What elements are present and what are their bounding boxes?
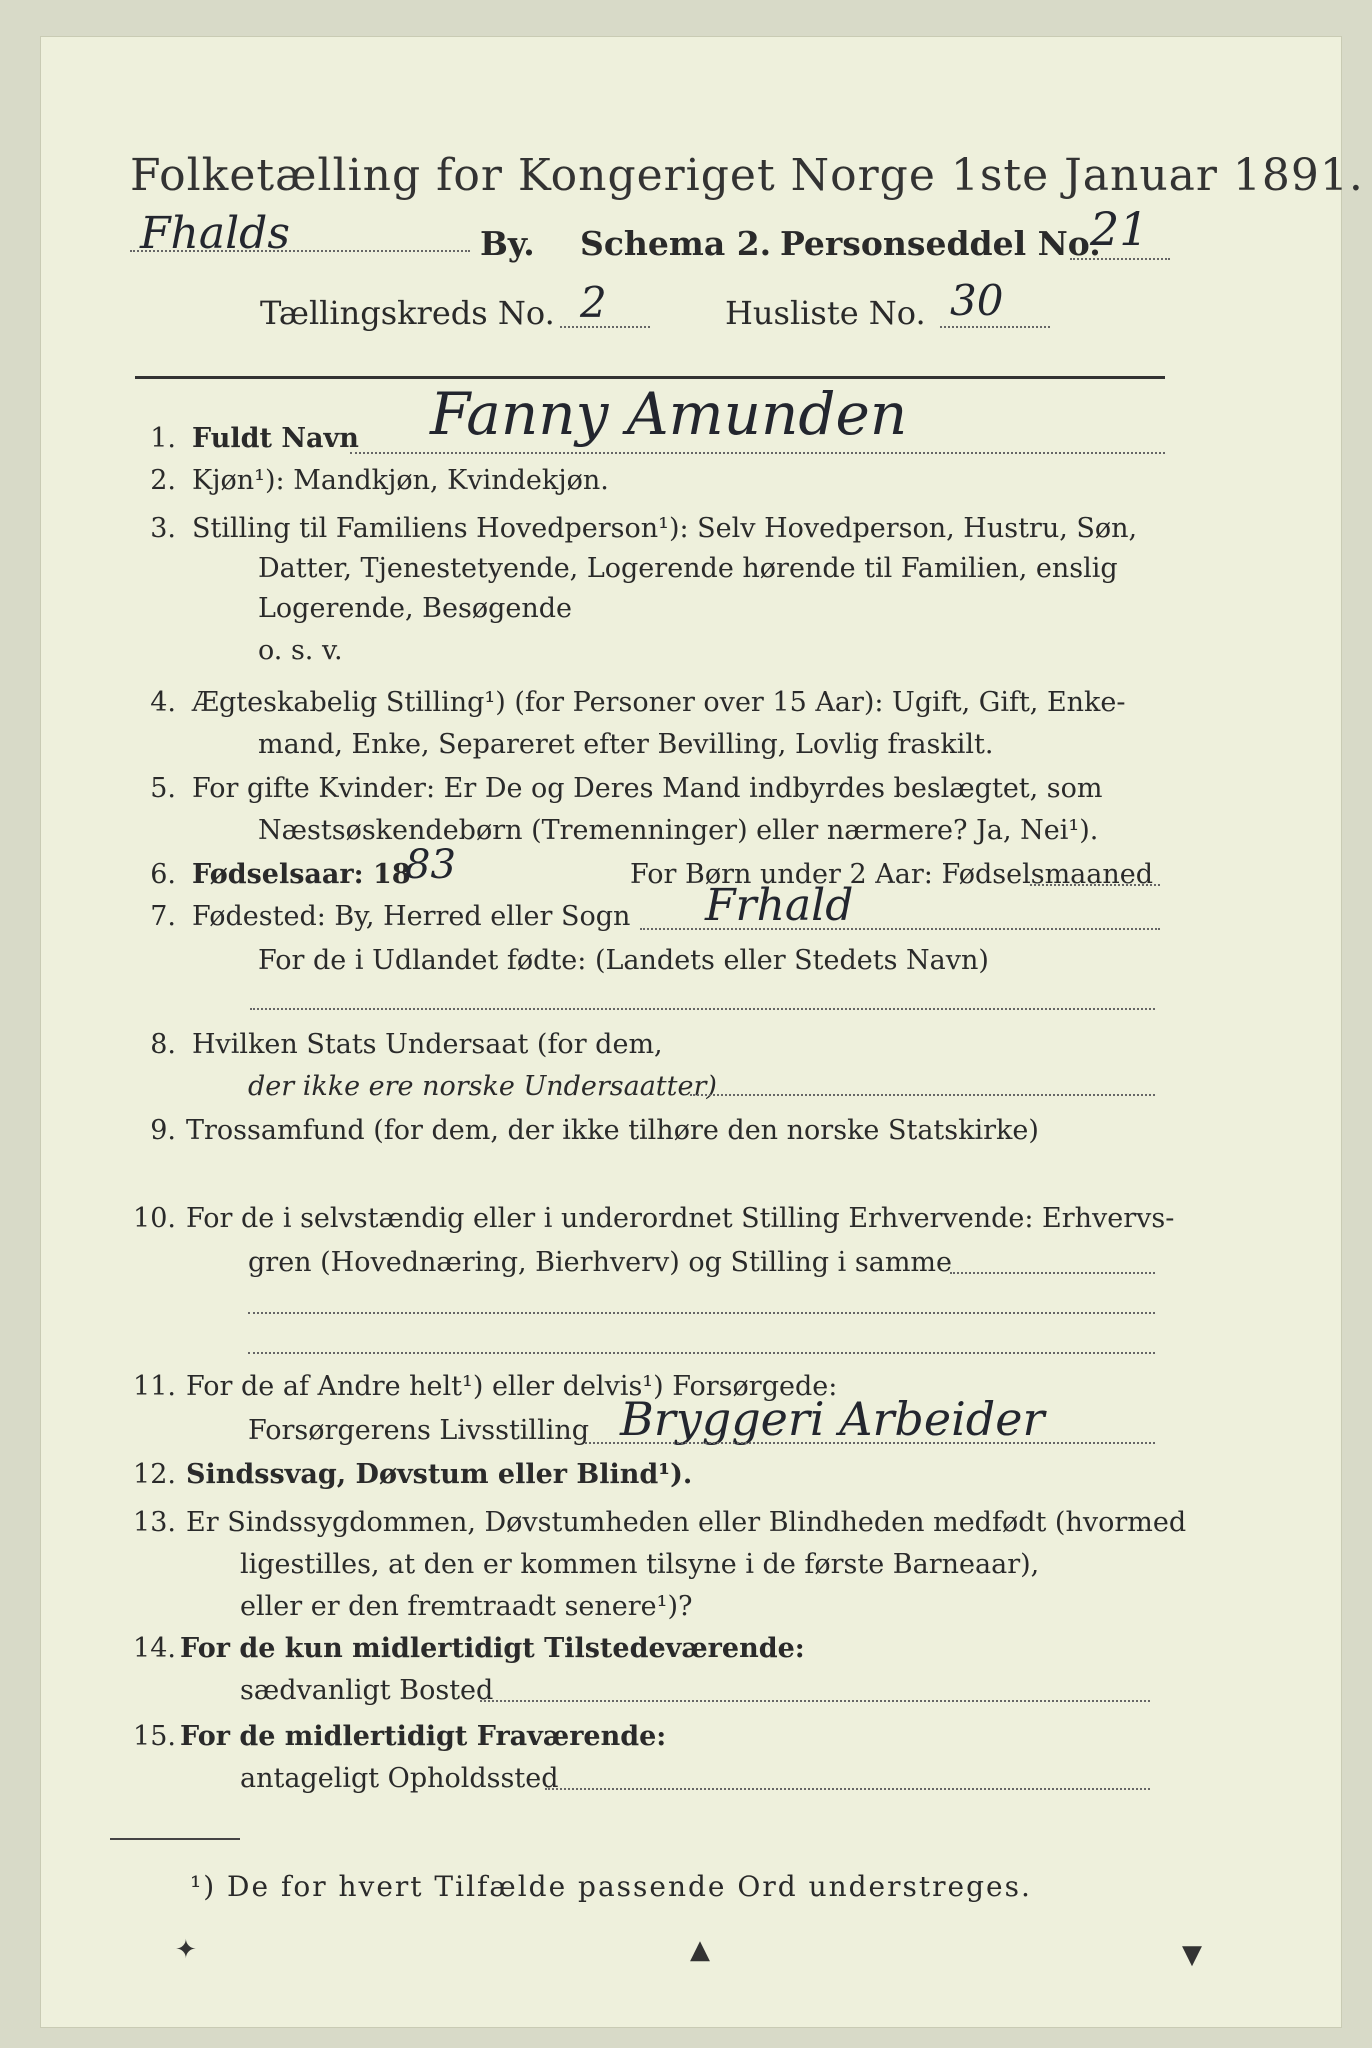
footnote: ¹) De for hvert Tilfælde passende Ord understreges. [190, 1870, 1032, 1903]
item-number: 4. [150, 687, 176, 718]
item-label: Fuldt Navn [192, 423, 359, 454]
header-city-row [130, 202, 1180, 272]
item-number: 8. [150, 1029, 176, 1060]
item-text: mand, Enke, Separeret efter Bevilling, Lovlig fraskilt. [258, 729, 994, 760]
name-dots [350, 452, 1165, 454]
kreds-dots [560, 326, 650, 328]
item-text: antageligt Opholdssted [240, 1763, 559, 1794]
city-handwritten: Fhalds [140, 208, 290, 259]
item-text: Sindssvag, Døvstum eller Blind¹). [186, 1459, 693, 1490]
personseddel-label: Personseddel No. [780, 224, 1101, 263]
item-text: Næstsøskendebørn (Tremenninger) eller nærmere? Ja, Nei¹). [258, 815, 1099, 846]
usual-residence-dots [480, 1700, 1150, 1702]
by-label: By. [480, 224, 535, 263]
item-number: 14. [133, 1633, 176, 1664]
item-text: For de kun midlertidigt Tilstedeværende: [180, 1633, 805, 1664]
item-number: 10. [133, 1203, 176, 1234]
item-number: 2. [150, 465, 176, 496]
husliste-dots [940, 326, 1050, 328]
item-text: Trossamfund (for dem, der ikke tilhøre den norske Statskirke) [186, 1115, 1039, 1146]
city-dots [130, 250, 470, 252]
item-number: 3. [150, 513, 176, 544]
husliste-label: Husliste No. [725, 294, 926, 332]
item-label: Fødested: By, Herred eller Sogn [192, 901, 631, 932]
schema-label: Schema 2. [580, 224, 772, 263]
header-divider [135, 376, 1165, 379]
item-number: 12. [133, 1459, 176, 1490]
item-text: Forsørgerens Livsstilling [248, 1415, 590, 1446]
item-text: der ikke ere norske Undersaatter) [248, 1071, 717, 1102]
item-number: 15. [133, 1721, 176, 1752]
item-text: Ægteskabelig Stilling¹) (for Personer over 15 Aar): Ugift, Gift, Enke- [192, 687, 1126, 718]
item-text: Logerende, Besøgende [258, 593, 572, 624]
item-text: For gifte Kvinder: Er De og Deres Mand indbyrdes beslægtet, som [192, 773, 1103, 804]
name-handwritten: Fanny Amunden [430, 380, 908, 448]
husliste-number: 30 [950, 276, 1004, 325]
item-text: sædvanligt Bosted [240, 1675, 494, 1706]
footnote-rule [110, 1838, 240, 1840]
registration-mark-icon: ▼ [1182, 1940, 1202, 1970]
personseddel-dots [1070, 258, 1170, 260]
item-text: gren (Hovednæring, Bierhverv) og Stilling i samme [248, 1247, 953, 1278]
registration-mark-icon: ▲ [690, 1935, 710, 1965]
kreds-number: 2 [580, 278, 607, 327]
occupation-dots-2 [248, 1312, 1155, 1314]
item-text: ligestilles, at den er kommen tilsyne i de første Barneaar), [240, 1549, 1040, 1580]
item-label: Kjøn¹): Mandkjøn, Kvindekjøn. [192, 465, 609, 496]
occupation-dots-3 [248, 1352, 1155, 1354]
item-text: For de i selvstændig eller i underordnet Stilling Erhvervende: Erhvervs- [186, 1203, 1175, 1234]
item-text: For de af Andre helt¹) eller delvis¹) Forsørgede: [186, 1371, 838, 1402]
header-kreds-row [260, 276, 1120, 336]
birth-month-dots [1030, 884, 1160, 886]
item-number: 5. [150, 773, 176, 804]
birth-year-handwritten: 83 [405, 842, 456, 888]
item-text: eller er den fremtraadt senere¹)? [240, 1591, 693, 1622]
item-number: 7. [150, 901, 176, 932]
item-text: For de i Udlandet fødte: (Landets eller Stedets Navn) [258, 945, 989, 976]
nationality-dots [690, 1094, 1155, 1096]
occupation-dots-1 [950, 1272, 1155, 1274]
personseddel-number: 21 [1090, 202, 1149, 256]
registration-mark-icon: ✦ [175, 1935, 197, 1965]
item-number: 9. [150, 1115, 176, 1146]
item-text: o. s. v. [258, 635, 343, 666]
item-number: 1. [150, 423, 176, 454]
item-text: Er Sindssygdommen, Døvstumheden eller Blindheden medfødt (hvormed [186, 1507, 1187, 1538]
item-text: Datter, Tjenestetyende, Logerende hørende til Familien, enslig [258, 553, 1118, 584]
item-number: 13. [133, 1507, 176, 1538]
item-number: 11. [133, 1371, 176, 1402]
birthplace-dots [640, 928, 1160, 930]
item-text: For de midlertidigt Fraværende: [180, 1721, 667, 1752]
item-text: For Børn under 2 Aar: Fødselsmaaned [630, 859, 1154, 890]
whereabouts-dots [545, 1788, 1150, 1790]
item-label: Fødselsaar: 18 [192, 859, 411, 890]
kreds-label: Tællingskreds No. [260, 294, 555, 332]
birthplace-handwritten: Frhald [705, 880, 854, 931]
item-text: Hvilken Stats Undersaat (for dem, [192, 1029, 663, 1060]
form-title: Folketælling for Kongeriget Norge 1ste Januar 1891. [130, 150, 1364, 201]
provider-dots [585, 1442, 1155, 1444]
item-number: 6. [150, 859, 176, 890]
provider-occupation-handwritten: Bryggeri Arbeider [620, 1392, 1045, 1446]
item-text: Stilling til Familiens Hovedperson¹): Selv Hovedperson, Hustru, Søn, [192, 513, 1138, 544]
foreign-birthplace-dots [250, 1008, 1155, 1010]
